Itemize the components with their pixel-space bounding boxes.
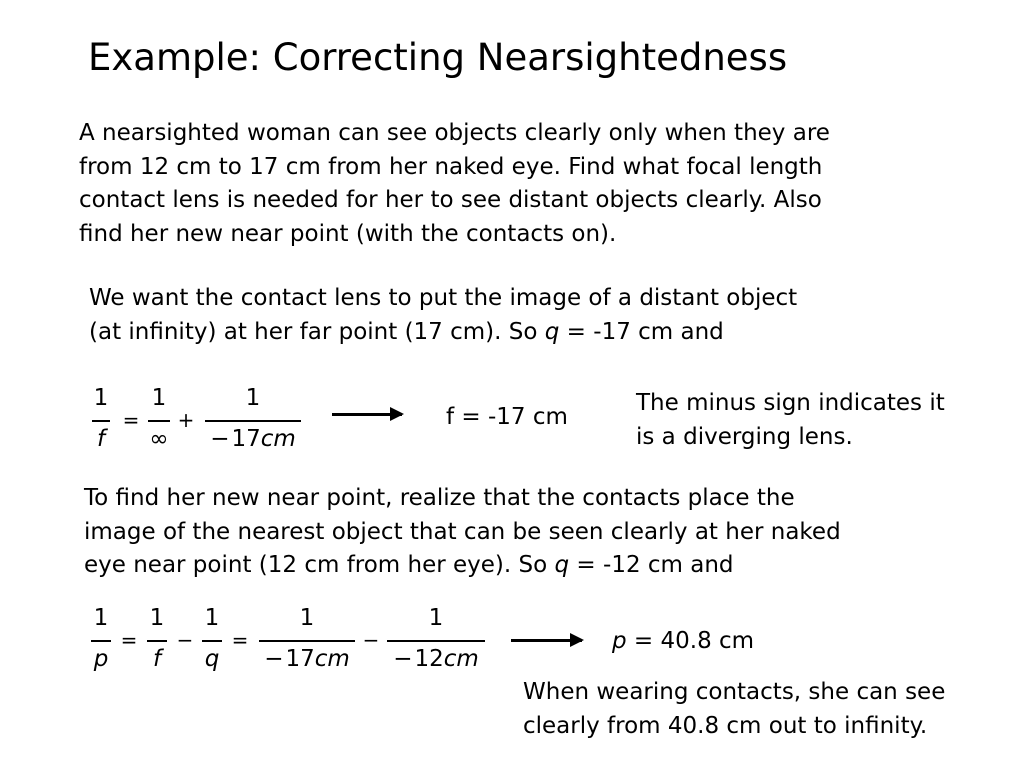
numerator: 1 [93, 605, 109, 631]
denominator [393, 648, 479, 671]
numerator: 1 [299, 605, 315, 631]
denominator-unit: cm [260, 426, 296, 452]
problem-line: from 12 cm to 17 cm from her naked eye. Find what focal length [79, 153, 823, 180]
equals-sign: = [231, 628, 249, 652]
denominator-value: 12 [414, 646, 444, 672]
infinity-symbol: ∞ [149, 426, 169, 452]
slide-title: Example: Correcting Nearsightedness [88, 36, 788, 79]
equals-sign: = [122, 408, 140, 432]
variable-q: q [544, 318, 560, 345]
step1-line1: We want the contact lens to put the image of a distant object [89, 285, 798, 311]
conclusion-note [523, 676, 945, 743]
fraction-bar [205, 420, 301, 422]
minus-sign: − [362, 628, 380, 652]
step2-line3 [84, 549, 841, 583]
fraction-bar [259, 640, 355, 642]
fraction-bar [148, 420, 170, 422]
problem-statement [79, 117, 830, 251]
step1-line2-pre: (at infinity) at her far point (17 cm). So [89, 318, 545, 345]
denominator: p [93, 646, 109, 672]
variable-q: q [554, 552, 570, 578]
step1-line2-post: = -17 cm and [559, 318, 724, 345]
problem-line: A nearsighted woman can see objects clearly only when they are [79, 120, 830, 146]
minus-sign: − [176, 628, 194, 652]
fraction-bar [91, 640, 111, 642]
fraction-bar [92, 420, 110, 422]
numerator: 1 [151, 385, 167, 411]
minus-sign: − [210, 426, 230, 452]
fraction-bar [202, 640, 222, 642]
note1-line2: is a diverging lens. [636, 423, 853, 450]
step2-line1: To find her new near point, realize that the contacts place the [84, 485, 795, 511]
numerator: 1 [93, 385, 109, 411]
step2-text [84, 482, 841, 583]
plus-sign: + [177, 408, 195, 432]
variable-p: p [612, 628, 627, 654]
denominator: q [204, 646, 220, 672]
minus-sign: − [393, 646, 413, 672]
step2-line2: image of the nearest object that can be seen clearly at her naked [84, 518, 841, 545]
denominator-value: 17 [285, 646, 315, 672]
denominator-unit: cm [314, 646, 350, 672]
denominator: f [96, 426, 106, 452]
denominator [210, 428, 296, 451]
step2-line3-pre: eye near point (12 cm from her eye). So [84, 552, 555, 578]
right-arrow-icon [511, 639, 582, 642]
numerator: 1 [149, 605, 165, 631]
step2-line3-post: = -12 cm and [569, 552, 734, 578]
denominator: f [152, 646, 162, 672]
numerator: 1 [204, 605, 220, 631]
step1-line2 [89, 316, 797, 350]
fraction-bar [387, 640, 485, 642]
problem-line: find her new near point (with the contacts on). [79, 220, 617, 247]
fraction-bar [147, 640, 167, 642]
result-near-point-value: = 40.8 cm [626, 628, 755, 654]
denominator-unit: cm [443, 646, 479, 672]
note2-line2: clearly from 40.8 cm out to infinity. [523, 712, 928, 739]
numerator: 1 [245, 385, 261, 411]
step1-text [89, 282, 797, 349]
denominator [264, 648, 350, 671]
note2-line1: When wearing contacts, she can see [523, 679, 946, 705]
note-diverging-lens [636, 387, 945, 454]
right-arrow-icon [332, 413, 402, 416]
result-near-point [612, 628, 754, 654]
minus-sign: − [264, 646, 284, 672]
equals-sign: = [120, 628, 138, 652]
result-focal-length: f = -17 cm [446, 404, 568, 430]
denominator-value: 17 [231, 426, 261, 452]
note1-line1: The minus sign indicates it [636, 390, 945, 416]
numerator: 1 [428, 605, 444, 631]
problem-line: contact lens is needed for her to see distant objects clearly. Also [79, 187, 822, 213]
